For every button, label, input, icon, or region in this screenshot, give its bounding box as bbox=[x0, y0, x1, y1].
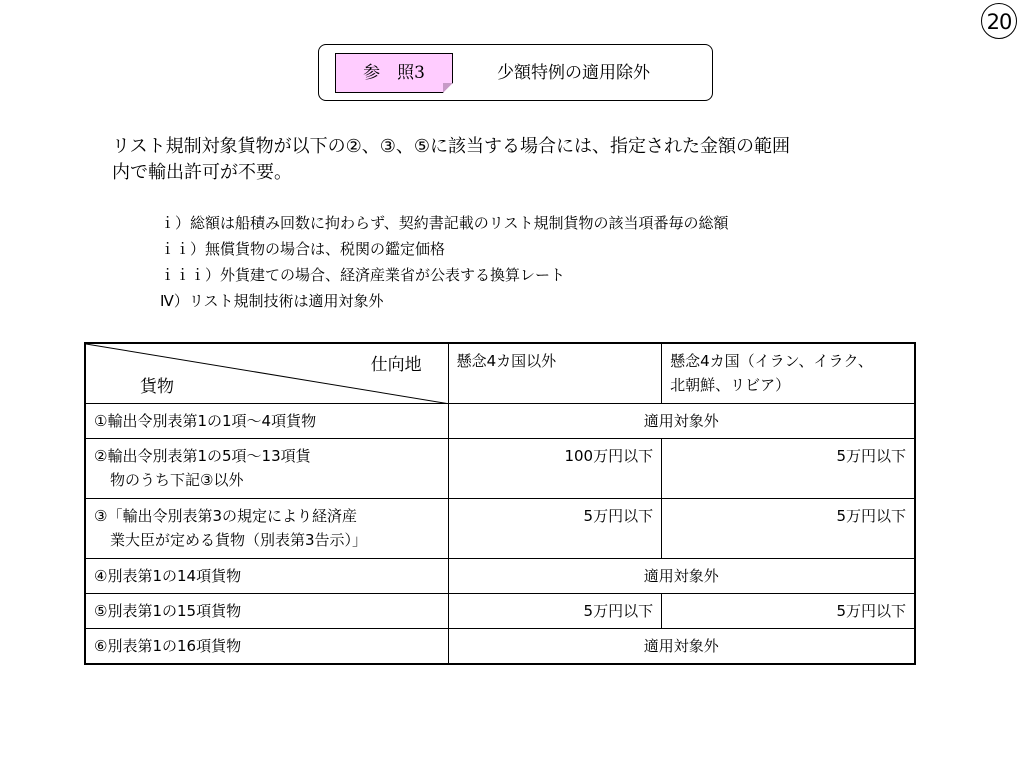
table-row bbox=[85, 558, 915, 593]
header-title: 少額特例の適用除外 bbox=[497, 63, 650, 83]
row-item-line-2: 物のうち下記③以外 bbox=[110, 470, 244, 489]
note-item-2: ｉｉ）無償貨物の場合は、税関の鑑定価格 bbox=[160, 240, 446, 258]
intro-line-1: リスト規制対象貨物が以下の②、③、⑤に該当する場合には、指定された金額の範囲 bbox=[112, 136, 791, 157]
reference-tag-fold bbox=[443, 83, 453, 93]
table-row bbox=[85, 438, 915, 498]
goods-label: 貨物 bbox=[140, 377, 174, 397]
row-item-line-2: 業大臣が定める貨物（別表第3告示）」 bbox=[110, 530, 368, 549]
row-value-concern: 5万円以下 bbox=[662, 438, 915, 498]
destination-label: 仕向地 bbox=[370, 355, 422, 375]
row-value-concern: 5万円以下 bbox=[662, 593, 915, 628]
row-merged-value: 適用対象外 bbox=[448, 558, 915, 593]
note-item-4: Ⅳ）リスト規制技術は適用対象外 bbox=[160, 292, 384, 310]
row-item: ⑥別表第1の16項貨物 bbox=[85, 628, 448, 664]
row-item-line-1: ③「輸出令別表第3の規定により経済産 bbox=[94, 506, 357, 525]
row-item: ①輸出令別表第1の1項～4項貨物 bbox=[85, 403, 448, 438]
row-value-non-concern: 5万円以下 bbox=[448, 593, 661, 628]
row-value-non-concern: 5万円以下 bbox=[448, 498, 661, 558]
header-col3-line-2: 北朝鮮、リビア） bbox=[670, 376, 791, 394]
table-header-row bbox=[85, 343, 915, 403]
table-row bbox=[85, 498, 915, 558]
diagonal-header-cell bbox=[85, 343, 448, 403]
reference-tag: 参 照3 bbox=[335, 53, 453, 93]
note-item-3: ｉｉｉ）外貨建ての場合、経済産業省が公表する換算レート bbox=[160, 266, 566, 284]
header-col-concern-countries bbox=[662, 343, 915, 403]
page-number: 20 bbox=[981, 3, 1017, 39]
table-row bbox=[85, 403, 915, 438]
row-item bbox=[85, 438, 448, 498]
notes-list bbox=[160, 210, 729, 314]
row-item: ⑤別表第1の15項貨物 bbox=[85, 593, 448, 628]
row-merged-value: 適用対象外 bbox=[448, 628, 915, 664]
row-item: ④別表第1の14項貨物 bbox=[85, 558, 448, 593]
intro-line-2: 内で輸出許可が不要。 bbox=[112, 162, 292, 183]
row-merged-value: 適用対象外 bbox=[448, 403, 915, 438]
header-col3-line-1: 懸念4カ国（イラン、イラク、 bbox=[670, 352, 873, 370]
row-value-non-concern: 100万円以下 bbox=[448, 438, 661, 498]
exemption-table bbox=[84, 342, 916, 665]
note-item-1: ｉ）総額は船積み回数に拘わらず、契約書記載のリスト規制貨物の該当項番毎の総額 bbox=[160, 214, 729, 232]
row-item bbox=[85, 498, 448, 558]
row-item-line-1: ②輸出令別表第1の5項～13項貨 bbox=[94, 446, 311, 465]
table-row bbox=[85, 628, 915, 664]
row-value-concern: 5万円以下 bbox=[662, 498, 915, 558]
intro-text bbox=[112, 134, 942, 186]
header-col-non-concern: 懸念4カ国以外 bbox=[448, 343, 661, 403]
table-row bbox=[85, 593, 915, 628]
